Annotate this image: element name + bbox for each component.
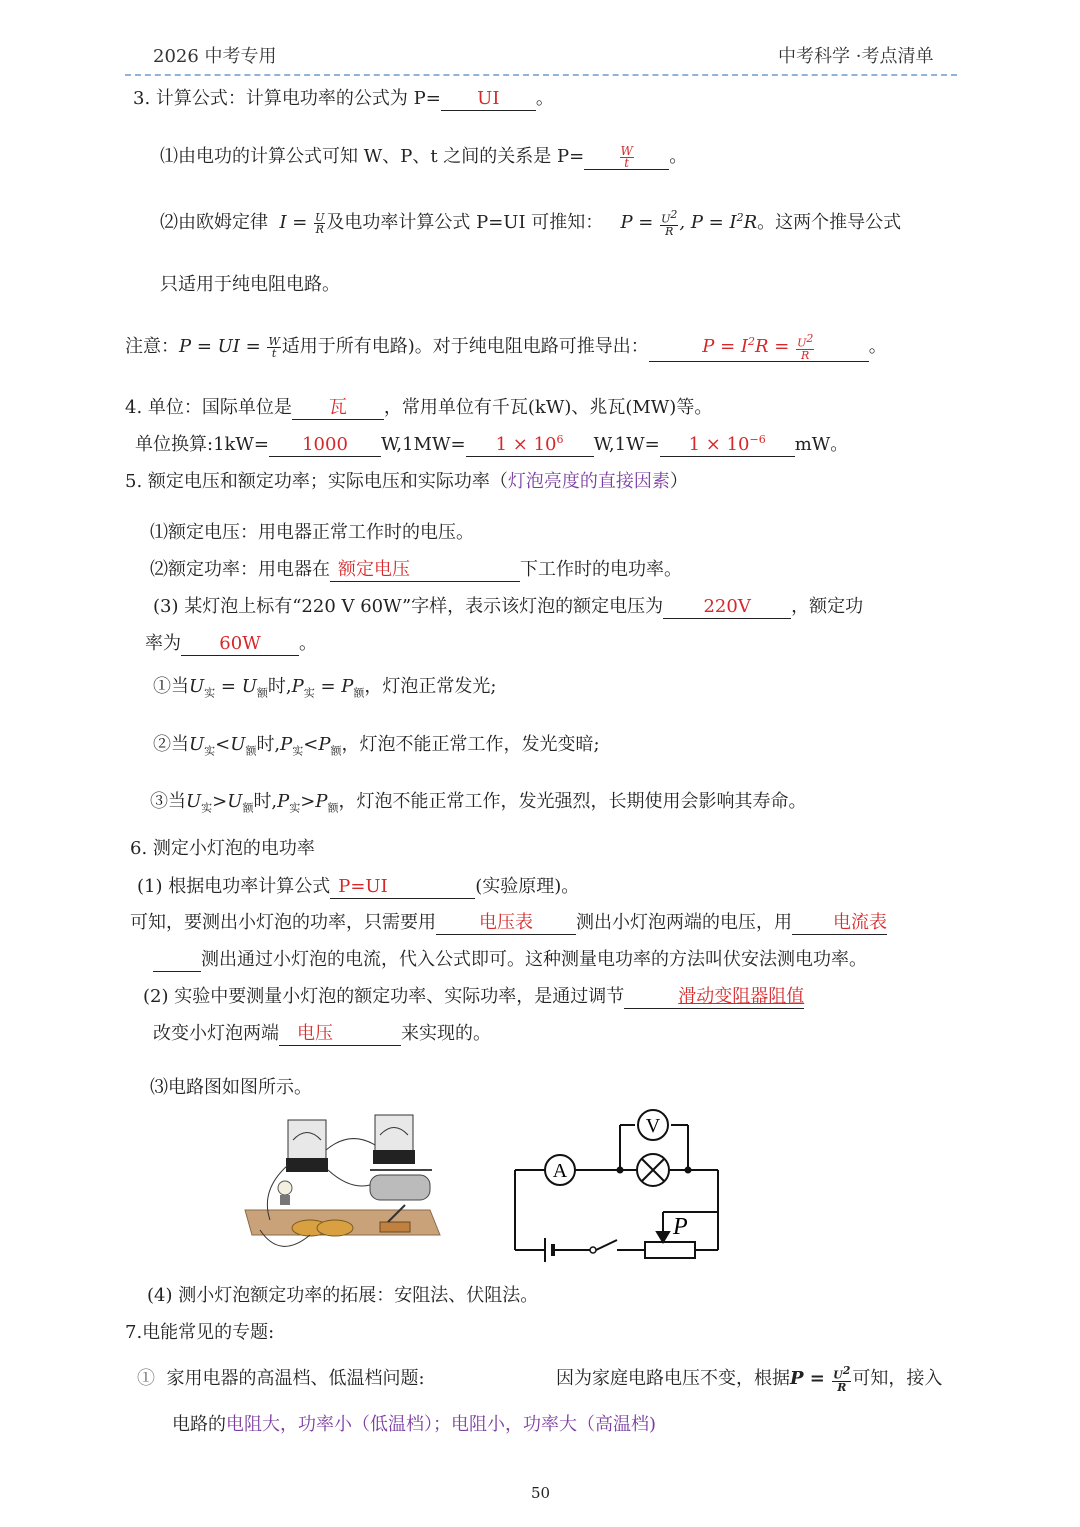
header-left: 2026 中考专用 [153, 46, 277, 67]
s6-p2b: 改变小灯泡两端 电压 来实现的。 [153, 1023, 491, 1044]
s5-case-3: ③当$U_实>U_额$时$,P_实>P_额$，灯泡不能正常工作，发光强烈，长期使用会影响其寿命。 [150, 791, 807, 815]
s5-title: 5. 额定电压和额定功率；实际电压和实际功率（灯泡亮度的直接因素） [125, 471, 688, 492]
answer-blank: $P = I^2R$ = $\frac{U^2}{R}$ [649, 333, 869, 362]
s5-p2: ⑵额定功率：用电器在 额定电压 下工作时的电功率。 [150, 559, 682, 580]
s4-line1: 4. 单位：国际单位是 瓦 ，常用单位有千瓦(kW)、兆瓦(MW)等。 [125, 397, 713, 418]
s7-title: 7.电能常见的专题: [125, 1322, 275, 1343]
s3-p2-line2: 只适用于纯电阻电路。 [160, 274, 340, 295]
s5-p3-line2: 率为 60W 。 [145, 633, 317, 654]
s4-line2: 单位换算:1kW= 1000 $W,1MW= 1 \times 10^6$ $W,1W= 1 \times 10^{-6}$ mW。 [135, 433, 849, 455]
s5-p1: ⑴额定电压：用电器正常工作时的电压。 [150, 522, 474, 543]
s3-formula-line: 3. 计算公式：计算电功率的公式为 P= UI 。 [133, 88, 554, 109]
s7-item: ① 家用电器的高温档、低温档问题: [137, 1368, 425, 1389]
s5-p3: (3) 某灯泡上标有“220 V 60W”字样，表示该灯泡的额定电压为 220V ，额定功 [153, 596, 864, 617]
header-divider [125, 74, 957, 76]
s6-p1: (1) 根据电功率计算公式 P=UI (实验原理)。 [137, 876, 580, 897]
s3-p2: ⑵由欧姆定律 I = $\frac{U}{R}$ 及电功率计算公式 P=UI 可推知： P = $\frac{U^2}{R}$ , $P = I^2R$。这两个推导公式 [160, 208, 902, 238]
apparatus-illustration [240, 1110, 445, 1268]
s6-p1b: 可知，要测出小灯泡的功率，只需要用 电压表 测出小灯泡两端的电压，用 电流表 [130, 912, 887, 933]
s3-p1: ⑴由电功的计算公式可知 W、P、t 之间的关系是 P= $\frac{W}{t}$ 。 [160, 143, 688, 170]
page-number: 50 [531, 1484, 551, 1502]
s5-case-2: ②当$U_实<U_额$时$,P_实<P_额$，灯泡不能正常工作，发光变暗; [153, 734, 600, 758]
answer-blank: UI [441, 89, 536, 111]
circuit-diagram [505, 1100, 730, 1270]
s7-item-right: 因为家庭电路电压不变，根据P = $\frac{U^2}{R}$ 可知，接入 [556, 1364, 943, 1394]
s6-p4: (4) 测小灯泡额定功率的拓展：安阻法、伏阻法。 [147, 1285, 539, 1306]
s6-title: 6. 测定小灯泡的电功率 [130, 838, 315, 859]
ammeter-label: A [552, 1160, 568, 1182]
s6-p3: ⑶电路图如图所示。 [150, 1077, 312, 1098]
header-right: 中考科学 ·考点清单 [778, 46, 934, 67]
slider-label: P [673, 1214, 688, 1240]
s5-case-1: ①当$U_实 = U_额$时$,P_实 = P_额$，灯泡正常发光; [153, 676, 497, 700]
s6-p2: (2) 实验中要测量小灯泡的额定功率、实际功率，是通过调节 滑动变阻器阻值 [143, 986, 805, 1007]
voltmeter-label: V [645, 1115, 661, 1137]
s7-line2: 电路的电阻大，功率小（低温档）；电阻小，功率大（高温档) [172, 1414, 657, 1435]
s3-note: 注意：P = UI = $\frac{W}{t}$ 适用于所有电路)。对于纯电阻电路可推导出： $P = I^2R$ = $\frac{U^2}{R}$ 。 [125, 332, 887, 362]
s6-p1b-line2: 测出通过小灯泡的电流，代入公式即可。这种测量电功率的方法叫伏安法测电功率。 [153, 945, 867, 972]
